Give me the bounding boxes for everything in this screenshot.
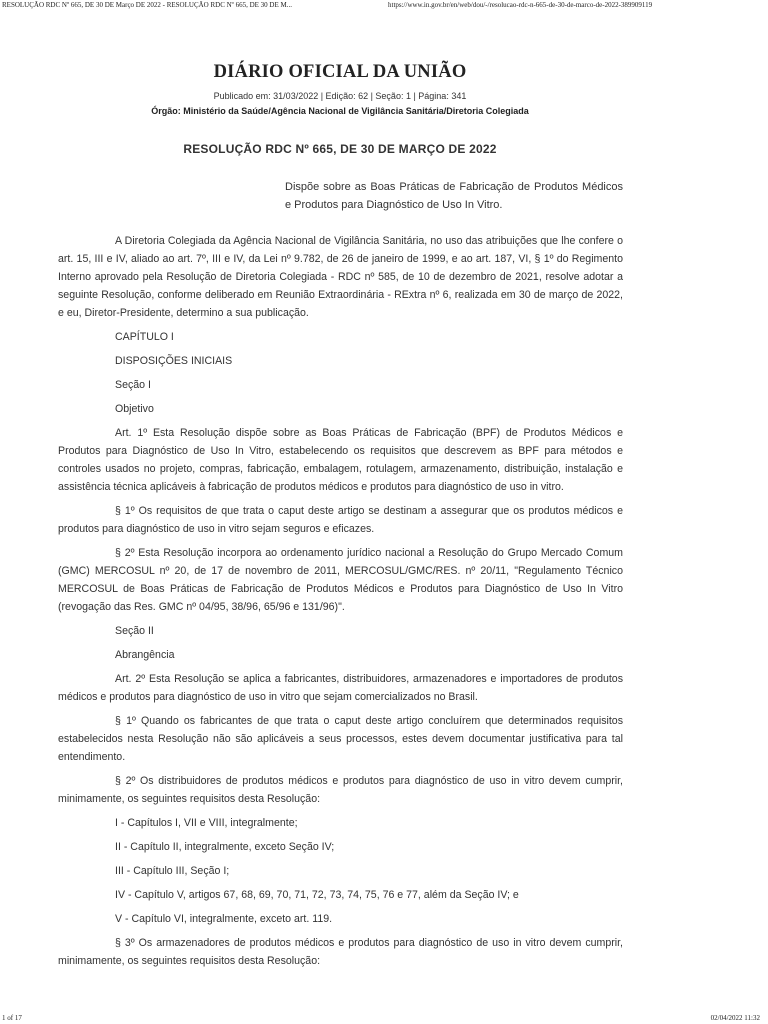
masthead: DIÁRIO OFICIAL DA UNIÃO (213, 62, 467, 82)
article-paragraph: § 1º Quando os fabricantes de que trata o caput deste artigo concluírem que determinados requisitos estabelecidos nesta Resolução não são aplicáveis a seus processos, estes devem documentar justificativa para tal entendimento. (58, 715, 623, 763)
resolution-title: RESOLUÇÃO RDC Nº 665, DE 30 DE MARÇO DE 2022 (183, 142, 497, 156)
document-header (0, 62, 680, 116)
article-paragraph: Art. 1º Esta Resolução dispõe sobre as Boas Práticas de Fabricação (BPF) de Produtos Médicos e Produtos para Diagnóstico de Uso In Vitro, estabelecendo os requisitos que descrevem as BPF para métodos e controles usados no projeto, compras, fabricação, embalagem, rotulagem, armazenamento, distribuição, instalação e assistência técnica aplicáveis à fabricação de produtos médicos e produtos para diagnóstico de uso in vitro. (58, 427, 623, 493)
chapter-subtitle: DISPOSIÇÕES INICIAIS (115, 355, 233, 367)
preamble-paragraph: A Diretoria Colegiada da Agência Nacional de Vigilância Sanitária, no uso das atribuições que lhe confere o art. 15, III e IV, aliado ao art. 7º, III e IV, da Lei nº 9.782, de 26 de janeiro de 1999, e ao art. 187, VI, § 1º do Regimento Interno aprovado pela Resolução de Diretoria Colegiada - RDC nº 585, de 10 de dezembro de 2021, resolve adotar a seguinte Resolução, conforme deliberado em Reunião Extraordinária - RExtra nº 6, realizada em 30 de março de 2022, e eu, Diretor-Presidente, determino a sua publicação. (58, 235, 623, 319)
section-heading: Seção II (115, 625, 154, 637)
orgao-value: Ministério da Saúde/Agência Nacional de Vigilância Sanitária/Diretoria Colegiada (183, 106, 529, 116)
print-header (0, 0, 768, 12)
section-subtitle: Objetivo (115, 403, 154, 415)
print-url: https://www.in.gov.br/en/web/dou/-/resolucao-rdc-n-665-de-30-de-marco-de-2022-389909119 (388, 1, 653, 9)
article-paragraph: § 3º Os armazenadores de produtos médicos e produtos para diagnóstico de uso in vitro devem cumprir, minimamente, os seguintes requisitos desta Resolução: (58, 937, 623, 967)
print-page-title: RESOLUÇÃO RDC Nº 665, DE 30 DE Março DE 2022 - RESOLUÇÃO RDC Nº 665, DE 30 DE M... (2, 1, 292, 9)
document-body (58, 232, 623, 976)
article-paragraph: § 2º Os distribuidores de produtos médicos e produtos para diagnóstico de uso in vitro devem cumprir, minimamente, os seguintes requisitos desta Resolução: (58, 775, 623, 805)
chapter-heading: CAPÍTULO I (115, 331, 174, 343)
article-paragraph: § 1º Os requisitos de que trata o caput deste artigo se destinam a assegurar que os produtos médicos e produtos para diagnóstico de uso in vitro sejam seguros e eficazes. (58, 505, 623, 535)
section-subtitle: Abrangência (115, 649, 175, 661)
ementa: Dispõe sobre as Boas Práticas de Fabricação de Produtos Médicos e Produtos para Diagnóstico de Uso In Vitro. (285, 181, 623, 211)
list-item: III - Capítulo III, Seção I; (115, 865, 230, 877)
page-counter: 1 of 17 (2, 1014, 22, 1022)
print-footer (0, 1012, 768, 1024)
article-paragraph: Art. 2º Esta Resolução se aplica a fabricantes, distribuidores, armazenadores e importadores de produtos médicos e produtos para diagnóstico de uso in vitro que sejam comercializados no Brasil. (58, 673, 623, 703)
orgao-label: Órgão: (151, 106, 181, 116)
list-item: I - Capítulos I, VII e VIII, integralmente; (115, 817, 298, 829)
section-heading: Seção I (115, 379, 151, 391)
list-item: V - Capítulo VI, integralmente, exceto art. 119. (115, 913, 333, 925)
list-item: II - Capítulo II, integralmente, exceto Seção IV; (115, 841, 335, 853)
list-item: IV - Capítulo V, artigos 67, 68, 69, 70, 71, 72, 73, 74, 75, 76 e 77, além da Seção IV; e (115, 889, 519, 901)
article-paragraph: § 2º Esta Resolução incorpora ao ordenamento jurídico nacional a Resolução do Grupo Mercado Comum (GMC) MERCOSUL nº 20, de 17 de novembro de 2011, MERCOSUL/GMC/RES. nº 20/11, "Regulamento Técnico MERCOSUL de Boas Práticas de Fabricação de Produtos Médicos e Produtos para Diagnóstico de Uso In Vitro (revogação das Res. GMC nº 04/95, 38/96, 65/96 e 131/96)". (58, 547, 623, 613)
orgao-line (0, 106, 680, 116)
publication-info: Publicado em: 31/03/2022 | Edição: 62 | Seção: 1 | Página: 341 (213, 91, 467, 101)
print-timestamp: 02/04/2022 11:32 (710, 1014, 760, 1022)
